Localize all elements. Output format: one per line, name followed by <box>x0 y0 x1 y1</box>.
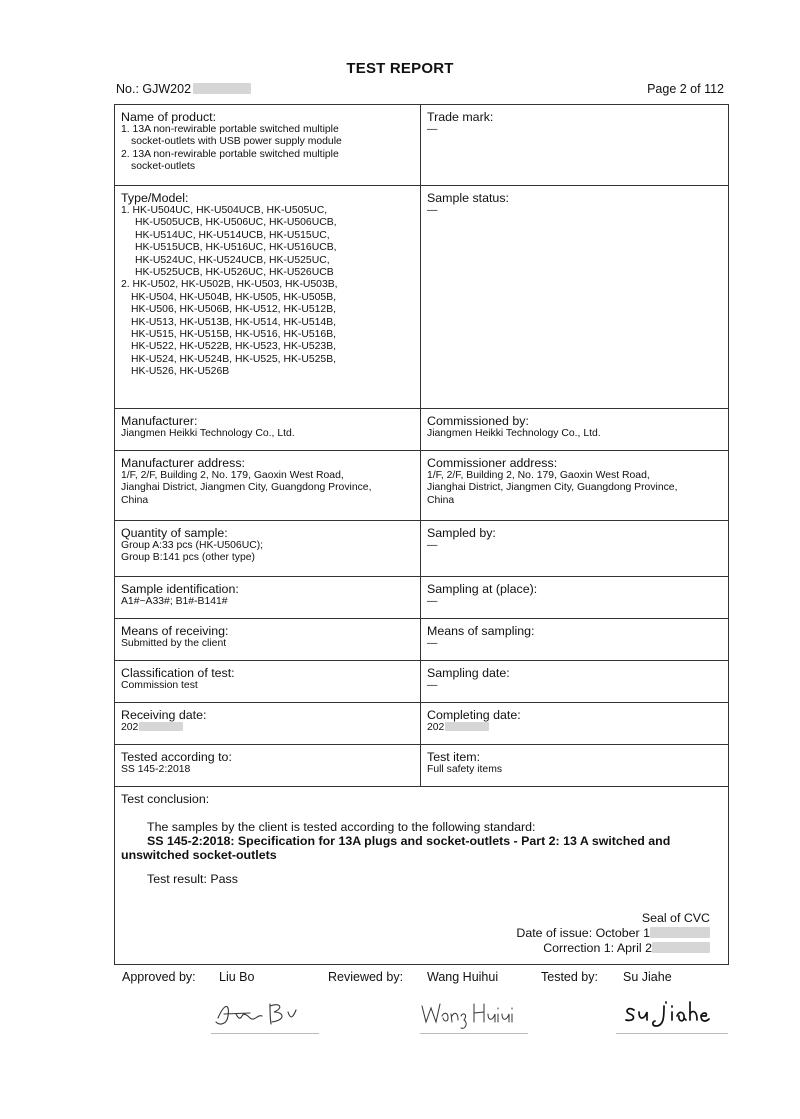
manufacturer-label: Manufacturer: <box>121 414 198 428</box>
model-line: HK-U524UC, HK-U524UCB, HK-U525UC, <box>135 254 330 266</box>
sample-status-label: Sample status: <box>427 191 509 205</box>
row-manufacturer <box>115 409 729 451</box>
row-quantity <box>115 521 729 577</box>
row-conclusion <box>115 787 729 965</box>
test-item-label: Test item: <box>427 750 481 764</box>
commissioner-address-label: Commissioner address: <box>427 456 558 470</box>
reviewed-by-label: Reviewed by: <box>328 970 404 984</box>
conclusion-label: Test conclusion: <box>121 792 210 806</box>
row-product <box>115 105 729 186</box>
row-type-model <box>115 186 729 409</box>
model-line: HK-U524, HK-U524B, HK-U525, HK-U525B, <box>131 353 337 365</box>
model-line: HK-U514UC, HK-U514UCB, HK-U515UC, <box>135 229 330 241</box>
cell-sampling-place <box>421 577 729 619</box>
address-line: 1/F, 2/F, Building 2, No. 179, Gaoxin West Road, <box>121 470 344 481</box>
sampled-by-label: Sampled by: <box>427 526 496 540</box>
product-line: socket-outlets <box>131 161 196 173</box>
sampled-by-value: — <box>427 540 438 551</box>
signature-underline <box>420 1033 528 1034</box>
signature-su-jiahe <box>622 996 722 1032</box>
cell-conclusion <box>115 787 729 965</box>
cell-sample-id <box>115 577 421 619</box>
report-table <box>114 104 729 965</box>
product-line: 2. 13A non-rewirable portable switched multiple <box>121 148 339 160</box>
quantity-label: Quantity of sample: <box>121 526 228 540</box>
model-line: HK-U526, HK-U526B <box>131 366 230 378</box>
sample-status-value: — <box>427 205 438 216</box>
tested-by-name: Su Jiahe <box>623 970 672 984</box>
address-line: Jianghai District, Jiangmen City, Guangdong Province, <box>121 482 372 494</box>
classification-label: Classification of test: <box>121 666 235 680</box>
cell-type-model <box>115 186 421 409</box>
redaction-block <box>652 942 710 953</box>
cell-commissioner-address <box>421 451 729 521</box>
report-number <box>116 82 251 96</box>
report-header-row <box>116 82 724 96</box>
page-number: Page 2 of 112 <box>647 82 724 96</box>
redaction-block <box>445 722 489 731</box>
manufacturer-address-label: Manufacturer address: <box>121 456 245 470</box>
model-line: HK-U522, HK-U522B, HK-U523, HK-U523B, <box>131 341 337 353</box>
approved-by-name: Liu Bo <box>219 970 255 984</box>
correction-date-text: Correction 1: April 2 <box>543 941 652 955</box>
model-line: 1. HK-U504UC, HK-U504UCB, HK-U505UC, <box>121 205 328 216</box>
report-title: TEST REPORT <box>346 60 454 77</box>
model-line: HK-U515UCB, HK-U516UC, HK-U516UCB, <box>135 242 337 254</box>
completing-date-label: Completing date: <box>427 708 521 722</box>
means-sampling-value: — <box>427 638 438 649</box>
cell-manufacturer-address <box>115 451 421 521</box>
seal-block <box>516 911 710 956</box>
cell-receiving-date <box>115 703 421 745</box>
conclusion-standard-line: SS 145-2:2018: Specification for 13A plugs and socket-outlets - Part 2: 13 A switched and <box>147 834 671 848</box>
means-receiving-value: Submitted by the client <box>121 638 227 649</box>
cell-sampling-date <box>421 661 729 703</box>
row-dates <box>115 703 729 745</box>
model-line: HK-U506, HK-U506B, HK-U512, HK-U512B, <box>131 304 337 316</box>
quantity-line: Group B:141 pcs (other type) <box>121 552 255 564</box>
address-line: 1/F, 2/F, Building 2, No. 179, Gaoxin West Road, <box>427 470 650 481</box>
cell-sampled-by <box>421 521 729 577</box>
redaction-block <box>139 722 183 731</box>
row-tested <box>115 745 729 787</box>
completing-date-prefix: 202 <box>427 722 445 733</box>
row-address <box>115 451 729 521</box>
approved-by-label: Approved by: <box>122 970 196 984</box>
cell-manufacturer <box>115 409 421 451</box>
conclusion-standard-line: unswitched socket-outlets <box>121 848 277 862</box>
means-receiving-label: Means of receiving: <box>121 624 229 638</box>
signature-underline <box>211 1033 319 1034</box>
cell-test-item <box>421 745 729 787</box>
cell-completing-date <box>421 703 729 745</box>
cell-trade-mark <box>421 105 729 186</box>
address-line: Jianghai District, Jiangmen City, Guangdong Province, <box>427 482 678 494</box>
receiving-date-label: Receiving date: <box>121 708 207 722</box>
correction-date <box>516 941 710 956</box>
tested-according-value: SS 145-2:2018 <box>121 764 191 775</box>
row-means <box>115 619 729 661</box>
model-line: HK-U525UCB, HK-U526UC, HK-U526UCB <box>135 267 334 279</box>
row-sample-id <box>115 577 729 619</box>
model-line: HK-U513, HK-U513B, HK-U514, HK-U514B, <box>131 316 337 328</box>
manufacturer-value: Jiangmen Heikki Technology Co., Ltd. <box>121 428 295 439</box>
date-of-issue <box>516 926 710 941</box>
means-sampling-label: Means of sampling: <box>427 624 535 638</box>
signature-underline <box>616 1033 728 1034</box>
model-line: HK-U504, HK-U504B, HK-U505, HK-U505B, <box>131 291 337 303</box>
sample-id-value: A1#~A33#; B1#-B141# <box>121 596 228 607</box>
cell-classification <box>115 661 421 703</box>
seal-text: Seal of CVC <box>641 911 710 925</box>
receiving-date-prefix: 202 <box>121 722 139 733</box>
cell-means-receiving <box>115 619 421 661</box>
product-line: 1. 13A non-rewirable portable switched multiple <box>121 124 339 135</box>
conclusion-intro: The samples by the client is tested according to the following standard: <box>147 820 536 834</box>
address-line: China <box>121 494 149 506</box>
sampling-date-value: — <box>427 680 438 691</box>
test-item-value: Full safety items <box>427 764 503 775</box>
cell-tested-according <box>115 745 421 787</box>
commissioned-by-label: Commissioned by: <box>427 414 529 428</box>
sampling-date-label: Sampling date: <box>427 666 510 680</box>
sampling-place-label: Sampling at (place): <box>427 582 538 596</box>
conclusion-body <box>121 792 723 886</box>
cell-quantity <box>115 521 421 577</box>
redaction-block <box>650 927 710 938</box>
cell-commissioned-by <box>421 409 729 451</box>
cell-sample-status <box>421 186 729 409</box>
receiving-date-value <box>121 722 415 734</box>
model-line: 2. HK-U502, HK-U502B, HK-U503, HK-U503B, <box>121 279 338 291</box>
trade-mark-label: Trade mark: <box>427 110 494 124</box>
reviewed-by-name: Wang Huihui <box>427 970 499 984</box>
sampling-place-value: — <box>427 596 438 607</box>
signature-wang-huihui <box>418 996 518 1032</box>
cell-product <box>115 105 421 186</box>
commissioned-by-value: Jiangmen Heikki Technology Co., Ltd. <box>427 428 601 439</box>
completing-date-value <box>427 722 723 734</box>
tested-according-label: Tested according to: <box>121 750 232 764</box>
redaction-block <box>193 83 251 94</box>
model-line: HK-U515, HK-U515B, HK-U516, HK-U516B, <box>131 329 337 341</box>
sample-id-label: Sample identification: <box>121 582 239 596</box>
trade-mark-value: — <box>427 124 438 135</box>
date-of-issue-text: Date of issue: October 1 <box>516 926 650 940</box>
quantity-line: Group A:33 pcs (HK-U506UC); <box>121 540 264 551</box>
cell-means-sampling <box>421 619 729 661</box>
tested-by-label: Tested by: <box>541 970 598 984</box>
classification-value: Commission test <box>121 680 198 691</box>
product-line: socket-outlets with USB power supply module <box>131 136 342 148</box>
address-line: China <box>427 494 455 506</box>
type-model-label: Type/Model: <box>121 191 189 205</box>
row-classification <box>115 661 729 703</box>
product-label: Name of product: <box>121 110 217 124</box>
report-number-text: No.: GJW202 <box>116 82 192 96</box>
model-line: HK-U505UCB, HK-U506UC, HK-U506UCB, <box>135 217 337 229</box>
test-result: Test result: Pass <box>147 872 238 886</box>
signature-liu-bo <box>210 996 310 1032</box>
